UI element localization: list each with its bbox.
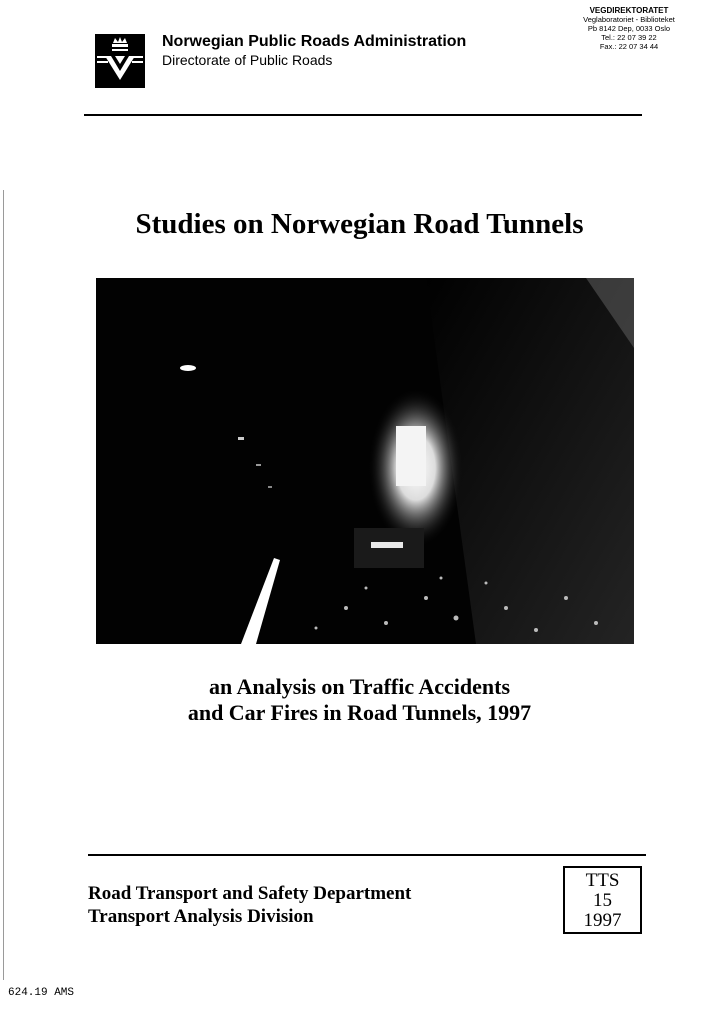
report-series-box: [563, 866, 642, 934]
subtitle-line: and Car Fires in Road Tunnels, 1997: [187, 700, 532, 725]
footer-divider: [88, 854, 646, 856]
scan-edge-line: [3, 190, 4, 980]
organization-subtitle: Directorate of Public Roads: [162, 52, 333, 68]
stamp-line: Tel.: 22 07 39 22: [601, 33, 657, 42]
stamp-line: Veglaboratoriet - Biblioteket: [583, 15, 675, 24]
tunnel-cover-photo: [96, 278, 634, 644]
department-name: Road Transport and Safety Department: [88, 883, 412, 904]
organization-name: Norwegian Public Roads Administration: [162, 33, 467, 50]
stamp-line: Fax.: 22 07 34 44: [599, 42, 659, 51]
report-title: Studies on Norwegian Road Tunnels: [135, 208, 584, 240]
catalog-number: 624.19 AMS: [8, 987, 75, 999]
subtitle-line: an Analysis on Traffic Accidents: [208, 674, 511, 699]
series-year: 1997: [583, 910, 622, 931]
stamp-line: Pb 8142 Dep, 0033 Oslo: [587, 24, 671, 33]
header-divider: [84, 114, 642, 116]
organization-header: [162, 32, 466, 69]
series-number: 15: [593, 890, 612, 911]
report-subtitle: [0, 674, 719, 726]
stamp-title: VEGDIREKTORATET: [589, 6, 669, 15]
division-name: Transport Analysis Division: [88, 906, 314, 927]
library-stamp: [579, 6, 679, 51]
roads-administration-logo-icon: [95, 34, 145, 88]
series-code: TTS: [585, 870, 620, 891]
department-block: [88, 882, 411, 928]
